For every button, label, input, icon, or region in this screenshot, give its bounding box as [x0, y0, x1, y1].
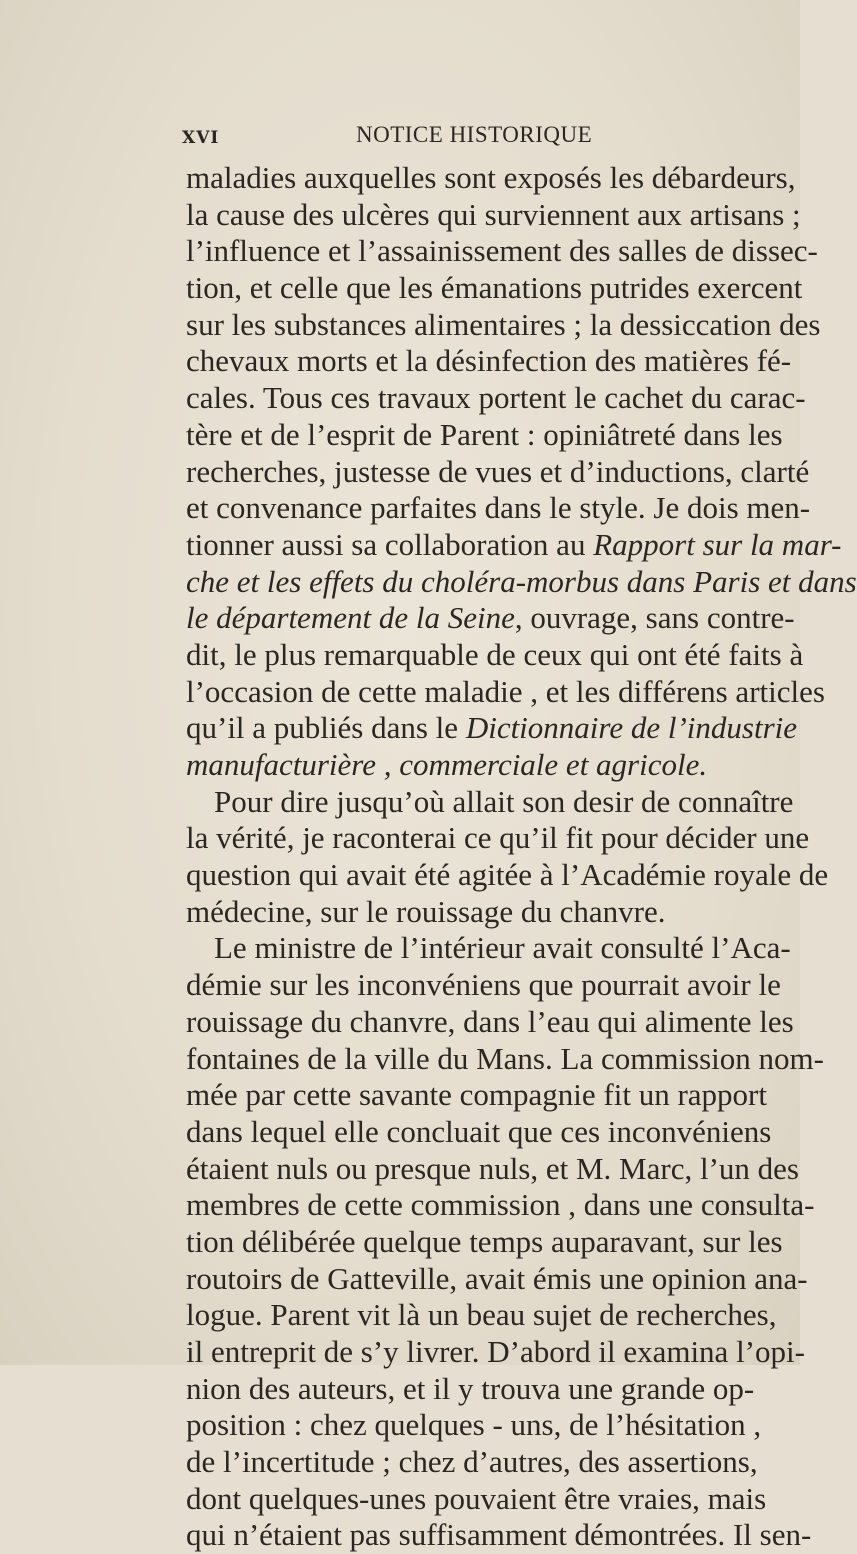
text-line [186, 1003, 794, 1041]
text-line-content: logue. Parent vit là un beau sujet de recherches, [186, 1297, 777, 1333]
text-line [186, 1297, 777, 1334]
text-line-content: il entreprit de s’y livrer. D’abord il examina l’opi- [186, 1334, 805, 1369]
text-line [186, 1517, 812, 1554]
text-line-content: tionner aussi sa collaboration au [186, 526, 594, 562]
text-line-content: médecine, sur le rouissage du chanvre. [186, 893, 666, 929]
text-line [186, 1334, 805, 1371]
text-line-content: recherches, justesse de vues et d’inductions, clarté [186, 453, 810, 489]
text-line [186, 1480, 767, 1518]
text-line [186, 563, 857, 601]
text-line [186, 1150, 799, 1188]
text-line-content: l’occasion de cette maladie , et les différens articles [186, 673, 825, 709]
text-line-content: de l’incertitude ; chez d’autres, des assertions, [186, 1444, 758, 1480]
text-line [186, 1370, 755, 1408]
text-line [186, 416, 783, 454]
text-line-content: l’influence et l’assainissement des salles de dissec- [186, 233, 818, 269]
text-line [186, 490, 811, 527]
text-line-content: question qui avait été agitée à l’Académie royale de [186, 857, 829, 893]
body-text [186, 160, 857, 1554]
text-line [186, 306, 821, 344]
text-line-content: tion délibérée quelque temps auparavant, sur les [186, 1223, 783, 1259]
text-line-content: la cause des ulcères qui surviennent aux artisans ; [186, 196, 801, 232]
text-line [186, 636, 804, 674]
text-line-content: étaient nuls ou presque nuls, et M. Marc, l’un des [186, 1150, 799, 1186]
text-line-content: tion, et celle que les émanations putrides exercent [186, 270, 803, 306]
text-line-content: la vérité, je raconterai ce qu’il fit pour décider une [186, 820, 810, 856]
running-title: NOTICE HISTORIQUE [356, 122, 593, 147]
text-line-content: routoirs de Gatteville, avait émis une opinion ana- [186, 1260, 808, 1296]
text-line [186, 1113, 772, 1151]
text-line [186, 526, 842, 564]
text-line-content: che et les effets du choléra-morbus dans Paris et dans [186, 563, 857, 599]
text-line-content: dans lequel elle concluait que ces inconvéniens [186, 1113, 772, 1149]
text-line-italic: Rapport sur la mar- [593, 526, 842, 562]
text-line-content: fontaines de la ville du Mans. La commission nom- [186, 1040, 824, 1076]
text-line [186, 1077, 767, 1114]
text-line [186, 857, 829, 894]
page-number: XVI [182, 128, 220, 148]
text-line [186, 196, 801, 234]
text-line-content: membres de cette commission , dans une consulta- [186, 1187, 815, 1223]
text-line-content: sur les substances alimentaires ; la dessiccation des [186, 306, 821, 342]
text-line [186, 343, 792, 380]
text-line [186, 710, 798, 747]
text-line-content: le département de la Seine [186, 600, 515, 636]
text-line [186, 820, 810, 857]
text-line-content: maladies auxquelles sont exposés les débardeurs, [186, 160, 796, 195]
text-line-content: tère et de l’esprit de Parent : opiniâtreté dans les [186, 416, 783, 452]
text-line-content: qui n’étaient pas suffisamment démontrées. Il sen- [186, 1517, 812, 1553]
text-line [186, 673, 825, 711]
text-line [186, 453, 810, 491]
text-line-content: démie sur les inconvéniens que pourrait avoir le [186, 967, 781, 1003]
page-header [182, 122, 742, 152]
text-line-italic: Dictionnaire de l’industrie [465, 710, 798, 746]
text-line-content: cales. Tous ces travaux portent le cachet du carac- [186, 380, 806, 416]
text-line [186, 1040, 824, 1078]
text-line-content: manufacturière , commerciale et agricole. [186, 747, 708, 782]
text-line [186, 233, 818, 270]
text-line-content: chevaux morts et la désinfection des matières fé- [186, 343, 792, 379]
text-line [186, 967, 781, 1004]
text-line-content: Pour dire jusqu’où allait son desir de connaître [214, 783, 794, 819]
text-line [186, 894, 752, 931]
text-line [186, 1407, 762, 1444]
text-line-content: Le ministre de l’intérieur avait consulté l’Aca- [214, 930, 791, 966]
text-line [186, 600, 795, 637]
text-line [186, 160, 796, 197]
text-line-content: nion des auteurs, et il y trouva une grande op- [186, 1370, 755, 1406]
text-line-tail: , ouvrage, sans contre- [514, 600, 795, 636]
text-line [186, 1223, 783, 1261]
text-line [186, 1444, 758, 1481]
text-line [186, 783, 794, 821]
text-line [186, 1260, 808, 1298]
text-line [186, 747, 752, 784]
text-line-content: dont quelques-unes pouvaient être vraies, mais [186, 1480, 767, 1516]
text-line-content: position : chez quelques - uns, de l’hésitation , [186, 1407, 762, 1443]
text-line-content: et convenance parfaites dans le style. Je dois men- [186, 490, 811, 526]
text-line [186, 1187, 815, 1224]
text-line-content: rouissage du chanvre, dans l’eau qui alimente les [186, 1003, 794, 1039]
text-line-content: dit, le plus remarquable de ceux qui ont été faits à [186, 636, 804, 672]
text-line [186, 380, 806, 417]
text-line-content: qu’il a publiés dans le [186, 710, 466, 746]
text-line-content: mée par cette savante compagnie fit un rapport [186, 1077, 767, 1113]
text-line [186, 930, 791, 967]
text-line [186, 270, 803, 307]
